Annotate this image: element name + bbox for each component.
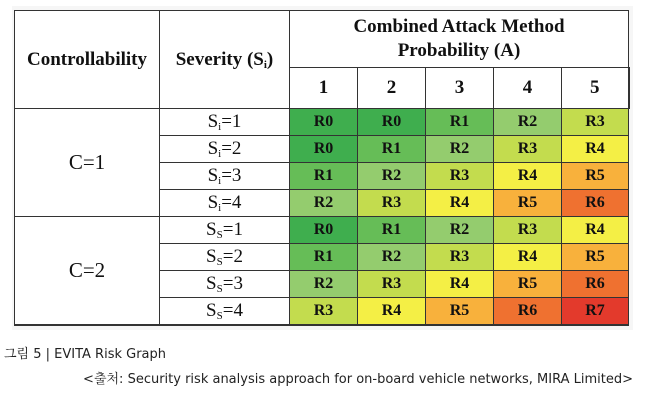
controllability-cell: C=2 xyxy=(15,217,160,325)
risk-cell: R4 xyxy=(494,163,562,190)
risk-cell: R0 xyxy=(290,136,358,163)
severity-cell xyxy=(160,190,290,217)
risk-cell: R4 xyxy=(494,244,562,271)
severity-cell xyxy=(160,109,290,136)
risk-cell: R7 xyxy=(562,298,629,325)
severity-subscript: i xyxy=(218,175,222,187)
severity-level: =4 xyxy=(222,299,243,321)
severity-level: =3 xyxy=(221,165,242,186)
severity-level: =2 xyxy=(222,246,243,267)
risk-table-body xyxy=(15,109,629,325)
risk-cell: R4 xyxy=(426,190,494,217)
severity-level: =2 xyxy=(221,138,242,159)
risk-cell: R3 xyxy=(290,298,358,325)
risk-cell: R1 xyxy=(290,163,358,190)
risk-cell: R6 xyxy=(562,190,629,217)
severity-symbol: S xyxy=(206,299,217,321)
figure-source: <출처: Security risk analysis approach for on-board vehicle networks, MIRA Limited> xyxy=(83,372,633,387)
severity-subscript: S xyxy=(216,309,223,322)
probability-level-3: 3 xyxy=(426,68,494,109)
severity-level: =1 xyxy=(221,111,242,132)
probability-level-5: 5 xyxy=(562,68,629,109)
combined-probability-header xyxy=(290,11,629,68)
severity-header-sub: i xyxy=(263,58,267,71)
severity-symbol: S xyxy=(207,192,219,213)
risk-cell: R3 xyxy=(494,217,562,244)
risk-cell: R1 xyxy=(358,136,426,163)
combined-header-line1: Combined Attack Method xyxy=(353,16,565,37)
risk-cell: R5 xyxy=(494,190,562,217)
severity-subscript: S xyxy=(216,229,223,241)
severity-symbol: S xyxy=(206,246,217,267)
risk-cell: R2 xyxy=(426,217,494,244)
severity-cell xyxy=(160,136,290,163)
severity-symbol: S xyxy=(206,273,217,294)
risk-cell: R0 xyxy=(290,109,358,136)
risk-cell: R4 xyxy=(426,271,494,298)
risk-cell: R0 xyxy=(290,217,358,244)
severity-level: =1 xyxy=(222,219,243,240)
severity-cell xyxy=(160,271,290,298)
severity-symbol: S xyxy=(206,219,217,240)
severity-header-close: ) xyxy=(266,48,274,70)
risk-cell: R2 xyxy=(290,271,358,298)
risk-cell: R3 xyxy=(426,163,494,190)
risk-cell: R6 xyxy=(562,271,629,298)
severity-subscript: i xyxy=(218,148,222,160)
risk-cell: R3 xyxy=(562,109,629,136)
controllability-header: Controllability xyxy=(15,11,160,109)
risk-cell: R1 xyxy=(426,109,494,136)
severity-subscript: i xyxy=(218,121,222,133)
severity-level: =3 xyxy=(222,273,243,294)
severity-cell xyxy=(160,163,290,190)
risk-cell: R1 xyxy=(290,244,358,271)
risk-cell: R4 xyxy=(358,298,426,325)
combined-header-line2: Probability (A) xyxy=(397,40,521,61)
probability-level-4: 4 xyxy=(494,68,562,109)
severity-subscript: S xyxy=(216,283,223,295)
risk-cell: R3 xyxy=(494,136,562,163)
risk-cell: R4 xyxy=(562,136,629,163)
risk-cell: R5 xyxy=(562,244,629,271)
table-row xyxy=(15,109,629,136)
severity-symbol: S xyxy=(207,138,219,159)
severity-cell xyxy=(160,217,290,244)
risk-cell: R2 xyxy=(358,244,426,271)
risk-cell: R1 xyxy=(358,217,426,244)
risk-cell: R4 xyxy=(562,217,629,244)
severity-cell xyxy=(160,244,290,271)
risk-cell: R5 xyxy=(494,271,562,298)
evita-risk-table xyxy=(14,10,630,326)
table-row xyxy=(15,217,629,244)
severity-level: =4 xyxy=(221,192,242,213)
risk-cell: R3 xyxy=(358,271,426,298)
severity-header xyxy=(160,11,290,109)
risk-cell: R3 xyxy=(426,244,494,271)
severity-symbol: S xyxy=(207,165,219,186)
severity-symbol: S xyxy=(207,111,219,132)
figure-caption: 그림 5 | EVITA Risk Graph xyxy=(4,347,167,362)
risk-cell: R3 xyxy=(358,190,426,217)
risk-cell: R0 xyxy=(358,109,426,136)
severity-header-text: Severity (S xyxy=(175,48,264,70)
risk-cell: R6 xyxy=(494,298,562,325)
risk-cell: R5 xyxy=(426,298,494,325)
risk-cell: R2 xyxy=(494,109,562,136)
controllability-cell: C=1 xyxy=(15,109,160,217)
risk-cell: R2 xyxy=(426,136,494,163)
risk-cell: R5 xyxy=(562,163,629,190)
severity-cell xyxy=(160,298,290,325)
probability-level-1: 1 xyxy=(290,68,358,109)
probability-level-2: 2 xyxy=(358,68,426,109)
risk-cell: R2 xyxy=(358,163,426,190)
severity-subscript: S xyxy=(216,256,223,268)
severity-subscript: i xyxy=(218,202,222,214)
risk-cell: R2 xyxy=(290,190,358,217)
